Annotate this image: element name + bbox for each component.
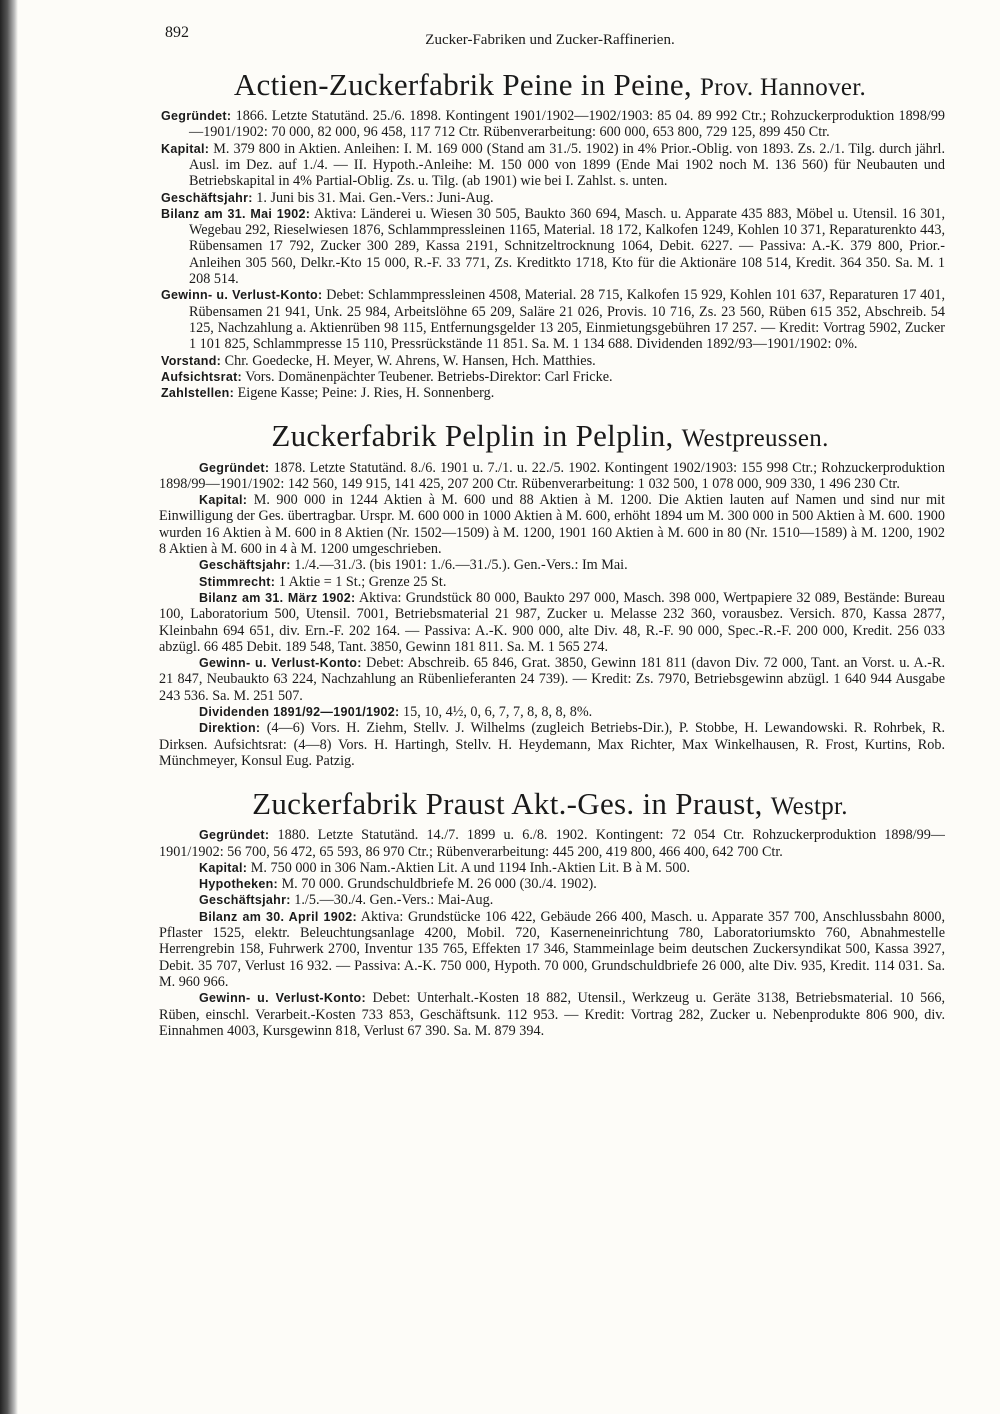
entry-founded: Gegründet: 1878. Letzte Statutänd. 8./6. 1901 u. 7./1. u. 22./5. 1902. Kontingent 1902/1903: 155 998 Ctr.; Rohzuckerproduktion 1898/99—1901/1902: 142 560, 149 915, 141 425, 207 200 Ctr. Rübenverarbeitung: 1 032 500, 1 078 000, 909 330, 1 496 230 Ctr. — [159, 459, 945, 492]
entry-profit-loss: Gewinn- u. Verlust-Konto: Debet: Schlammpressleinen 4508, Material. 28 715, Kalkofen 15 929, Kohlen 101 637, Reparaturen 17 401, Rübensamen 21 941, Unk. 25 984, Arbeitslöhne 65 209, Saläre 21 026, Provis. 10 716, Zs. 23 560, Rüben 615 352, Abschreib. 54 125, Nachzahlung a. Aktienrüben 98 115, Entfernungsgelder 13 205, Einmietungsgebühren 17 257. — Kredit: Vortrag 5902, Zucker 1 101 825, Schlammpresse 15 110, Pressrückstände 11 851. Sa. M. 1 134 688. Dividenden 1892/93—1901/1902: 0%. — [161, 287, 945, 353]
book-gutter-shadow — [0, 0, 18, 1414]
page-number: 892 — [165, 24, 189, 41]
company-entry-pelplin — [155, 419, 945, 769]
entry-balance: Bilanz am 31. März 1902: Aktiva: Grundstück 80 000, Baukto 297 000, Masch. 398 000, Wertpapiere 32 089, Bestände: Bureau 100, Laboratorium 500, Utensil. 7001, Betriebsmaterial 21 987, Zucker u. Melasse 232 360, vorausbez. Versich. 870, Kassa 2877, Kleinbahn 694 651, div. Ern.-F. 202 164. — Passiva: A.-K. 900 000, alte Div. 48, R.-F. 90 000, Spec.-R.-F. 200 000, Kredit. 256 033 abzügl. 66 485 Debit. 189 548, Tant. 3850, Gewinn 181 811. Sa. M. 1 565 274. — [159, 589, 945, 655]
entry-balance: Bilanz am 30. April 1902: Aktiva: Grundstücke 106 422, Gebäude 266 400, Masch. u. Apparate 357 700, Anschlussbahn 8000, Pflaster 1525, elektr. Beleuchtungsanlage 4200, Mobil. 720, Kaserneneinrichtung 780, Laboratoriumskto 760, Abnahmestelle Herrengrebin 158, Fuhrwerk 2700, Inventur 135 765, Effekten 17 346, Stammeinlage beim deutschen Zuckersyndikat 500, Kassa 3927, Debit. 35 707, Verlust 16 932. — Passiva: A.-K. 750 000, Hypoth. 70 000, Grundschuldbriefe 26 000, alte Div. 935, Kredit. 114 031. Sa. M. 960 966. — [159, 908, 945, 990]
entry-fiscal-year: Geschäftsjahr: 1./4.—31./3. (bis 1901: 1./6.—31./5.). Gen.-Vers.: Im Mai. — [199, 557, 628, 574]
company-entry-peine — [155, 68, 945, 401]
company-title: Zuckerfabrik Pelplin in Pelplin, Westpreussen. — [271, 418, 829, 454]
entry-mortgages: Hypotheken: M. 70 000. Grundschuldbriefe M. 26 000 (30./4. 1902). — [199, 876, 597, 893]
entry-supervisory-board: Aufsichtsrat: Vors. Domänenpächter Teubener. Betriebs-Direktor: Carl Fricke. — [161, 368, 613, 385]
entry-management: Direktion: (4—6) Vors. H. Ziehm, Stellv. J. Wilhelms (zugleich Betriebs-Dir.), P. Stobbe, H. Lewandowski. R. Rohrbek, R. Dirksen. Aufsichtsrat: (4—8) Vors. H. Hartingh, Stellv. H. Heydemann, Max Richter, Max Winkelhausen, R. Frost, Kurtins, Rob. Münchmeyer, Konsul Eug. Patzig. — [159, 720, 945, 769]
entry-founded: Gegründet: 1866. Letzte Statutänd. 25./6. 1898. Kontingent 1901/1902—1902/1903: 85 04. 89 992 Ctr.; Rohzuckerproduktion 1898/99—1901/1902: 70 000, 82 000, 96 458, 117 712 Ctr. Rübenverarbeitung: 600 000, 653 800, 729 125, 899 450 Ctr. — [161, 108, 945, 141]
entry-capital: Kapital: M. 379 800 in Aktien. Anleihen: I. M. 169 000 (Stand am 31./5. 1902) in 4% Prior.-Oblig. von 1893. Zs. 2./1. Tilg. durch jährl. Ausl. im Dez. auf 1./4. — II. Hypoth.-Anleihe: M. 150 000 von 1899 (Ende Mai 1902 noch M. 136 560) für Neubauten und Betriebskapital in 4% Partial-Oblig. Zs. u. Tilg. (ab 1901) wie bei I. Zahlst. s. unten. — [161, 140, 945, 190]
book-page — [155, 22, 945, 1404]
entry-voting-right: Stimmrecht: 1 Aktie = 1 St.; Grenze 25 St. — [199, 573, 447, 590]
company-title: Zuckerfabrik Praust Akt.-Ges. in Praust, Westpr. — [252, 786, 848, 822]
running-title: Zucker-Fabriken und Zucker-Raffinerien. — [425, 32, 675, 48]
company-title: Actien-Zuckerfabrik Peine in Peine, Prov. Hannover. — [233, 67, 867, 102]
entry-capital: Kapital: M. 750 000 in 306 Nam.-Aktien Lit. A und 1194 Inh.-Aktien Lit. B à M. 500. — [199, 859, 691, 876]
entry-dividends: Dividenden 1891/92—1901/1902: 15, 10, 4½, 0, 6, 7, 7, 8, 8, 8, 8%. — [199, 703, 593, 720]
entry-profit-loss: Gewinn- u. Verlust-Konto: Debet: Abschreib. 65 846, Grat. 3850, Gewinn 181 811 (davon Div. 72 000, Tant. an Vorst. u. A.-R. 21 847, Neubaukto 63 224, Nachzahlung an Rübenlieferanten 24 739). — Kredit: Zs. 7970, Betriebsgewinn abzügl. 1 640 944 Ausgabe 243 536. Sa. M. 251 507. — [159, 655, 945, 704]
company-entry-praust — [155, 787, 945, 1039]
entry-founded: Gegründet: 1880. Letzte Statutänd. 14./7. 1899 u. 6./8. 1902. Kontingent: 72 054 Ctr. Rohzuckerproduktion 1898/99—1901/1902: 56 700, 56 472, 65 593, 86 970 Ctr.; Rübenverarbeitung: 445 200, 419 800, 466 400, 642 700 Ctr. — [159, 827, 945, 860]
entry-paying-agents: Zahlstellen: Eigene Kasse; Peine: J. Ries, H. Sonnenberg. — [161, 385, 495, 402]
entry-fiscal-year: Geschäftsjahr: 1. Juni bis 31. Mai. Gen.-Vers.: Juni-Aug. — [161, 189, 494, 206]
entry-board: Vorstand: Chr. Goedecke, H. Meyer, W. Ahrens, W. Hansen, Hch. Matthies. — [161, 352, 596, 369]
entry-fiscal-year: Geschäftsjahr: 1./5.—30./4. Gen.-Vers.: Mai-Aug. — [199, 892, 494, 909]
entry-capital: Kapital: M. 900 000 in 1244 Aktien à M. 600 und 88 Aktien à M. 1200. Die Aktien lauten auf Namen und sind nur mit Einwilligung der Ges. übertragbar. Urspr. M. 600 000 in 1000 Aktien à M. 600, erhöht 1894 um M. 300 000 in 500 Aktien à M. 600. 1900 wurden 16 Aktien à M. 600 in 8 Aktien (Nr. 1502—1509) à M. 1200, 1901 160 Aktien à M. 600 in 80 (Nr. 1510—1589) à M. 1200, 1902 8 Aktien à M. 600 in 4 à M. 1200 umgeschrieben. — [159, 492, 945, 558]
entry-balance: Bilanz am 31. Mai 1902: Aktiva: Länderei u. Wiesen 30 505, Baukto 360 694, Masch. u. Apparate 435 883, Möbel u. Utensil. 16 301, Wegebau 292, Rieselwiesen 1876, Schlammpressleinen 1165, Material. 18 172, Kalkofen 1249, Kohlen 10 371, Reparaturenkto 443, Rübensamen 17 792, Zucker 300 289, Kassa 2191, Schnitzeltrocknung 1064, Debit. 6227. — Passiva: A.-K. 379 800, Prior.-Anleihen 305 560, Delkr.-Kto 15 000, R.-F. 33 771, Zs. Kreditkto 1718, Kto für die Aktionäre 108 514, Kredit. 364 350. Sa. M. 1 208 514. — [161, 205, 945, 288]
page-header — [155, 22, 945, 50]
entry-profit-loss: Gewinn- u. Verlust-Konto: Debet: Unterhalt.-Kosten 18 882, Utensil., Werkzeug u. Geräte 3138, Betriebsmaterial. 10 566, Rüben, einschl. Verarbeit.-Kosten 733 853, Geschäftsunk. 112 953. — Kredit: Vortrag 282, Zucker u. Nebenprodukte 806 900, div. Einnahmen 4003, Kursgewinn 818, Verlust 67 390. Sa. M. 879 394. — [159, 990, 945, 1039]
